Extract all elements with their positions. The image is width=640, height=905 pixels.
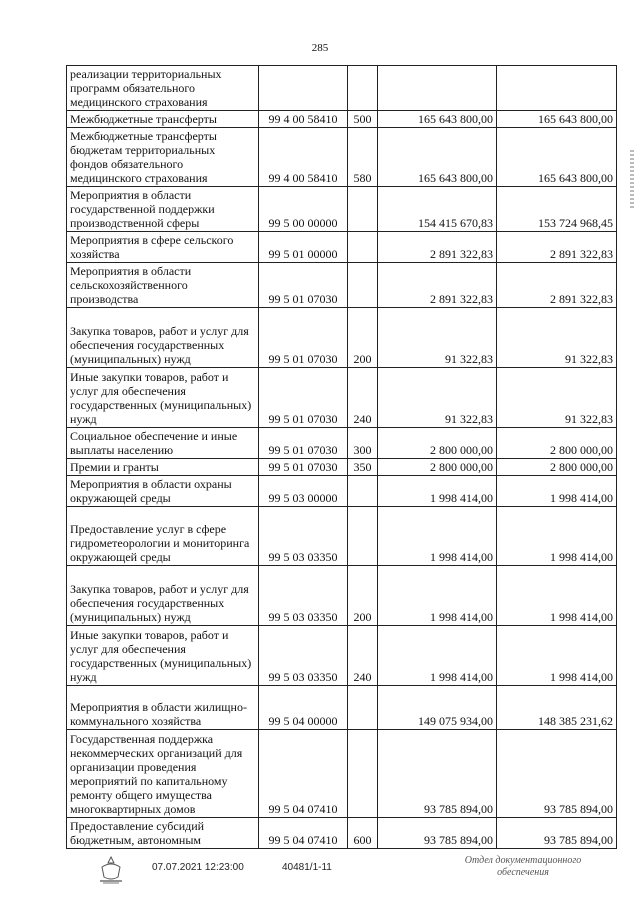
row-name-cell: Иные закупки товаров, работ и услуг для обеспечения государственных (муниципальных) нужд [67, 626, 259, 686]
table-row [67, 459, 617, 476]
row-expense-type-cell [348, 476, 378, 507]
table-row [67, 232, 617, 263]
row-code-cell: 99 5 01 00000 [259, 232, 348, 263]
row-code-cell: 99 5 04 07410 [259, 730, 348, 818]
row-name-cell: Закупка товаров, работ и услуг для обеспечения государственных (муниципальных) нужд [67, 308, 259, 368]
row-expense-type-cell: 300 [348, 428, 378, 459]
row-amount-1-cell: 91 322,83 [378, 308, 497, 368]
row-amount-2-cell: 93 785 894,00 [497, 730, 617, 818]
row-code-cell [259, 66, 348, 111]
row-code-cell: 99 4 00 58410 [259, 128, 348, 187]
row-code-cell: 99 5 00 00000 [259, 187, 348, 232]
row-amount-1-cell: 1 998 414,00 [378, 566, 497, 626]
row-amount-2-cell: 1 998 414,00 [497, 476, 617, 507]
stamp-line-1: Отдел документационного [464, 855, 582, 866]
row-code-cell: 99 5 04 07410 [259, 818, 348, 849]
row-expense-type-cell: 200 [348, 308, 378, 368]
row-expense-type-cell [348, 730, 378, 818]
table-row [67, 566, 617, 626]
row-name-cell: реализации территориальных программ обязательного медицинского страхования [67, 66, 259, 111]
row-code-cell: 99 5 01 07030 [259, 459, 348, 476]
row-expense-type-cell [348, 232, 378, 263]
table-row [67, 111, 617, 128]
row-amount-1-cell: 2 891 322,83 [378, 263, 497, 308]
row-amount-2-cell: 165 643 800,00 [497, 128, 617, 187]
table-row [67, 686, 617, 730]
row-expense-type-cell: 240 [348, 626, 378, 686]
row-amount-1-cell [378, 66, 497, 111]
row-expense-type-cell [348, 263, 378, 308]
row-amount-1-cell: 93 785 894,00 [378, 730, 497, 818]
row-code-cell: 99 5 04 00000 [259, 686, 348, 730]
row-amount-2-cell: 91 322,83 [497, 368, 617, 428]
row-expense-type-cell: 580 [348, 128, 378, 187]
table-row [67, 187, 617, 232]
row-name-cell: Иные закупки товаров, работ и услуг для обеспечения государственных (муниципальных) нужд [67, 368, 259, 428]
row-amount-1-cell: 1 998 414,00 [378, 626, 497, 686]
department-stamp [448, 855, 598, 879]
table-row [67, 818, 617, 849]
footer-document-id: 40481/1-11 [282, 862, 332, 873]
row-amount-2-cell: 2 891 322,83 [497, 232, 617, 263]
budget-table [66, 65, 617, 849]
row-amount-2-cell: 153 724 968,45 [497, 187, 617, 232]
table-row [67, 308, 617, 368]
table-row [67, 730, 617, 818]
row-amount-2-cell: 91 322,83 [497, 308, 617, 368]
row-code-cell: 99 5 03 03350 [259, 566, 348, 626]
table-row [67, 476, 617, 507]
table-row [67, 507, 617, 566]
row-expense-type-cell: 600 [348, 818, 378, 849]
row-name-cell: Мероприятия в области охраны окружающей среды [67, 476, 259, 507]
row-amount-2-cell: 148 385 231,62 [497, 686, 617, 730]
row-name-cell: Предоставление услуг в сфере гидрометеорологии и мониторинга окружающей среды [67, 507, 259, 566]
row-expense-type-cell [348, 187, 378, 232]
row-name-cell: Межбюджетные трансферты [67, 111, 259, 128]
budget-table-body [67, 66, 617, 849]
row-code-cell: 99 5 03 03350 [259, 507, 348, 566]
row-name-cell: Премии и гранты [67, 459, 259, 476]
row-code-cell: 99 5 03 03350 [259, 626, 348, 686]
row-name-cell: Межбюджетные трансферты бюджетам территориальных фондов обязательного медицинского страхования [67, 128, 259, 187]
row-amount-1-cell: 149 075 934,00 [378, 686, 497, 730]
row-name-cell: Мероприятия в области жилищно-коммунального хозяйства [67, 686, 259, 730]
row-expense-type-cell [348, 686, 378, 730]
row-name-cell: Мероприятия в области сельскохозяйственного производства [67, 263, 259, 308]
row-code-cell: 99 4 00 58410 [259, 111, 348, 128]
row-code-cell: 99 5 03 00000 [259, 476, 348, 507]
row-name-cell: Государственная поддержка некоммерческих организаций для организации проведения мероприятий по капитальному ремонту общего имущества многоквартирных домов [67, 730, 259, 818]
row-amount-2-cell: 2 891 322,83 [497, 263, 617, 308]
row-expense-type-cell: 350 [348, 459, 378, 476]
row-amount-2-cell: 1 998 414,00 [497, 626, 617, 686]
stamp-line-2: обеспечения [497, 867, 549, 878]
row-expense-type-cell [348, 66, 378, 111]
row-expense-type-cell [348, 507, 378, 566]
table-row [67, 66, 617, 111]
row-amount-2-cell [497, 66, 617, 111]
page-number: 285 [311, 42, 329, 54]
row-amount-1-cell: 91 322,83 [378, 368, 497, 428]
row-amount-1-cell: 2 891 322,83 [378, 232, 497, 263]
table-row [67, 428, 617, 459]
row-amount-2-cell: 165 643 800,00 [497, 111, 617, 128]
table-row [67, 128, 617, 187]
row-amount-1-cell: 165 643 800,00 [378, 128, 497, 187]
row-amount-2-cell: 1 998 414,00 [497, 507, 617, 566]
row-amount-1-cell: 165 643 800,00 [378, 111, 497, 128]
row-amount-2-cell: 2 800 000,00 [497, 459, 617, 476]
row-expense-type-cell: 500 [348, 111, 378, 128]
table-row [67, 368, 617, 428]
row-amount-2-cell: 93 785 894,00 [497, 818, 617, 849]
row-amount-1-cell: 2 800 000,00 [378, 428, 497, 459]
row-code-cell: 99 5 01 07030 [259, 263, 348, 308]
row-amount-1-cell: 2 800 000,00 [378, 459, 497, 476]
row-expense-type-cell: 240 [348, 368, 378, 428]
row-code-cell: 99 5 01 07030 [259, 368, 348, 428]
row-name-cell: Мероприятия в области государственной поддержки производственной сферы [67, 187, 259, 232]
row-name-cell: Закупка товаров, работ и услуг для обеспечения государственных (муниципальных) нужд [67, 566, 259, 626]
row-expense-type-cell: 200 [348, 566, 378, 626]
row-code-cell: 99 5 01 07030 [259, 308, 348, 368]
scan-edge-mark [630, 150, 634, 210]
table-row [67, 263, 617, 308]
row-code-cell: 99 5 01 07030 [259, 428, 348, 459]
row-amount-2-cell: 2 800 000,00 [497, 428, 617, 459]
emblem-icon [96, 855, 126, 885]
row-name-cell: Мероприятия в сфере сельского хозяйства [67, 232, 259, 263]
row-name-cell: Предоставление субсидий бюджетным, автономным [67, 818, 259, 849]
row-amount-1-cell: 1 998 414,00 [378, 507, 497, 566]
table-row [67, 626, 617, 686]
footer-timestamp: 07.07.2021 12:23:00 [152, 862, 244, 873]
row-amount-2-cell: 1 998 414,00 [497, 566, 617, 626]
row-amount-1-cell: 154 415 670,83 [378, 187, 497, 232]
row-amount-1-cell: 1 998 414,00 [378, 476, 497, 507]
row-name-cell: Социальное обеспечение и иные выплаты населению [67, 428, 259, 459]
row-amount-1-cell: 93 785 894,00 [378, 818, 497, 849]
